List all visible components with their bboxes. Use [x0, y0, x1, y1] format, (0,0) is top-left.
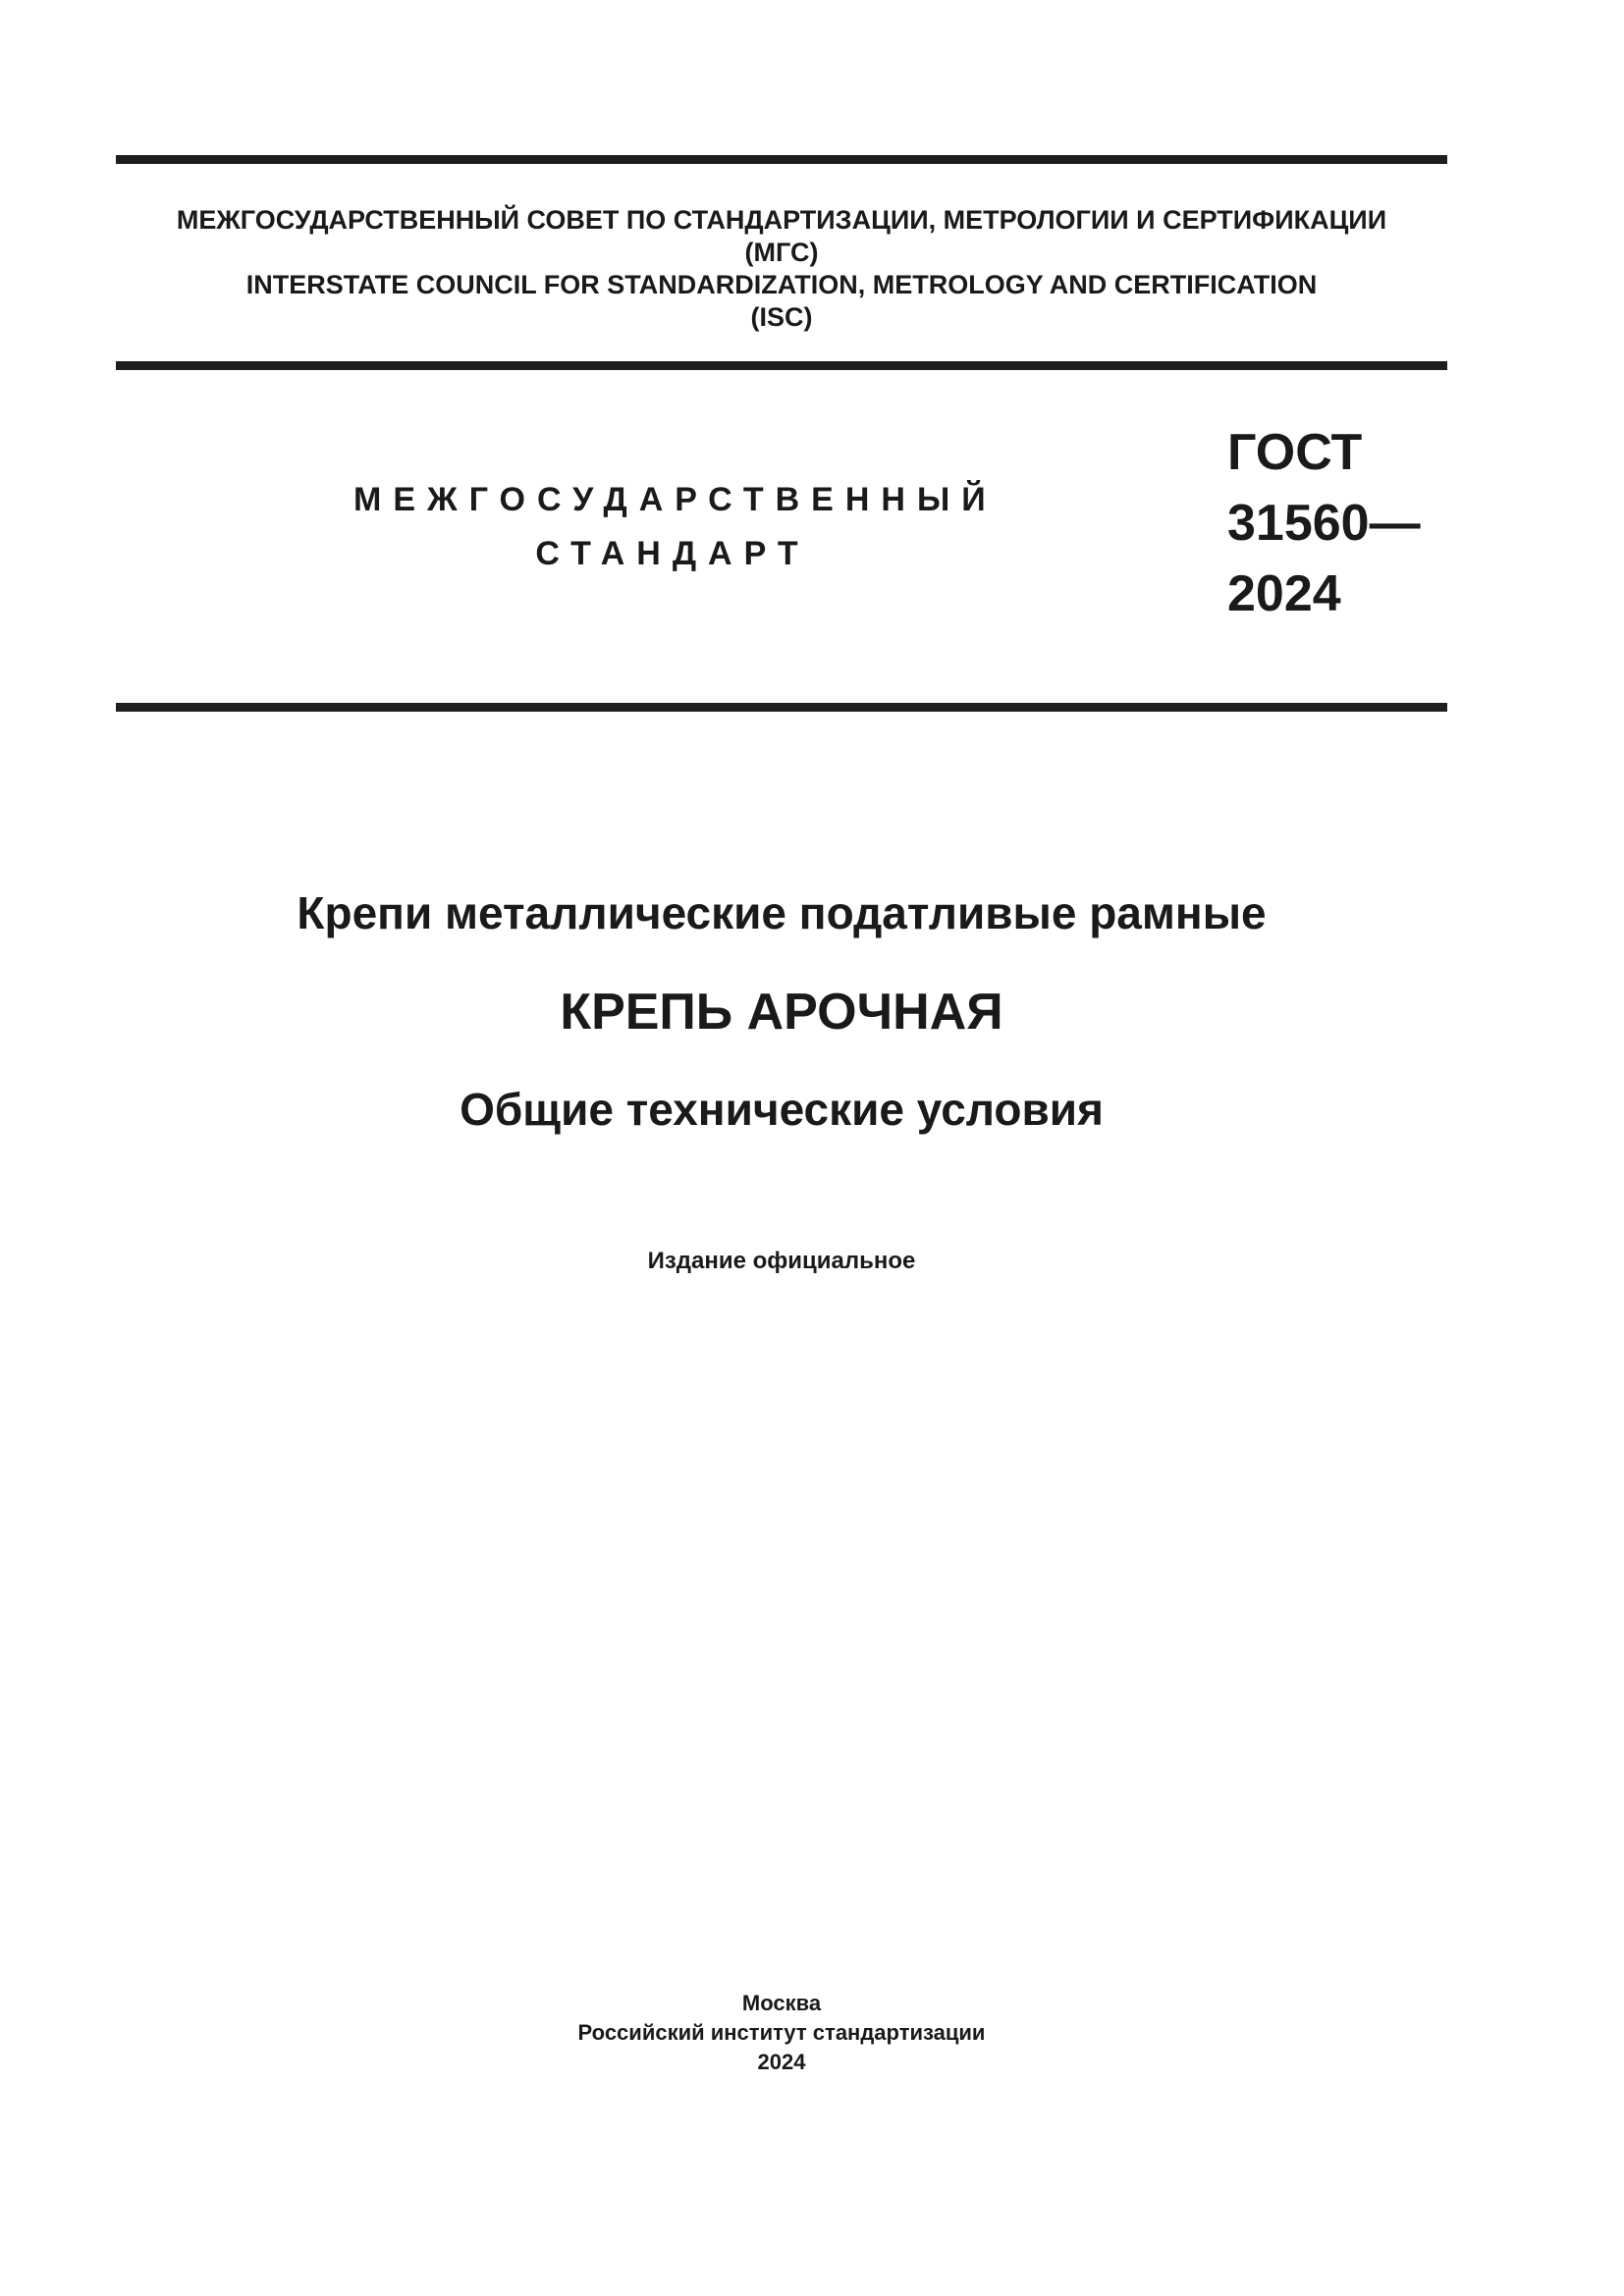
standard-type-line1: МЕЖГОСУДАРСТВЕННЫЙ — [353, 481, 998, 518]
edition-note: Издание официальное — [647, 1248, 916, 1274]
imprint-publisher: Российский институт стандартизации — [577, 2020, 986, 2045]
gost-number: 31560— — [1227, 495, 1421, 552]
council-abbr-en: (ISC) — [750, 302, 813, 332]
imprint-city: Москва — [741, 1991, 822, 2015]
title-line-2: КРЕПЬ АРОЧНАЯ — [560, 984, 1003, 1041]
standard-type — [353, 473, 998, 581]
council-header — [116, 204, 1447, 334]
gost-designation — [1227, 417, 1421, 629]
standard-type-line2: СТАНДАРТ — [535, 535, 810, 572]
designation-rule — [116, 703, 1447, 712]
imprint-year: 2024 — [757, 2050, 806, 2074]
gost-label: ГОСТ — [1227, 424, 1363, 481]
council-name-ru: МЕЖГОСУДАРСТВЕННЫЙ СОВЕТ ПО СТАНДАРТИЗАЦИИ, МЕТРОЛОГИИ И СЕРТИФИКАЦИИ — [176, 205, 1387, 235]
imprint — [116, 1989, 1447, 2077]
title-block — [116, 883, 1447, 1139]
title-line-1: Крепи металлические податливые рамные — [297, 887, 1267, 938]
header-rule — [116, 361, 1447, 370]
council-name-en: INTERSTATE COUNCIL FOR STANDARDIZATION, METROLOGY AND CERTIFICATION — [245, 270, 1318, 299]
gost-year: 2024 — [1227, 565, 1341, 622]
title-line-3: Общие технические условия — [460, 1084, 1104, 1135]
council-abbr-ru: (МГС) — [744, 238, 819, 267]
top-rule — [116, 155, 1447, 164]
